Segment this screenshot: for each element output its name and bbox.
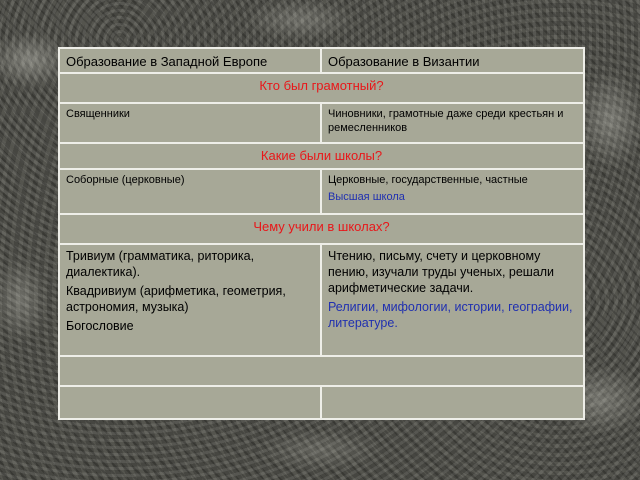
question-subjects: Чему учили в школах?	[59, 214, 584, 244]
question-literate: Кто был грамотный?	[59, 73, 584, 103]
byzantium-schools-text: Церковные, государственные, частные	[328, 174, 528, 186]
west-subjects-cell	[59, 244, 321, 356]
comparison-table	[58, 47, 585, 420]
west-subjects-theology: Богословие	[66, 319, 134, 333]
empty-cell-left	[59, 386, 321, 419]
byzantium-literate-text: Чиновники, грамотные даже среди крестьян и ремесленников	[328, 108, 564, 134]
west-schools-text: Соборные (церковные)	[66, 174, 185, 186]
empty-cell-right	[321, 386, 584, 419]
west-subjects-quadrivium: Квадривиум (арифметика, геометрия, астрономия, музыка)	[66, 284, 286, 314]
byzantium-literate-cell	[321, 103, 584, 143]
byzantium-schools-highlight: Высшая школа	[328, 191, 405, 203]
byzantium-schools-cell	[321, 169, 584, 214]
question-schools: Какие были школы?	[59, 143, 584, 169]
byzantium-subjects-text: Чтению, письму, счету и церковному пению, изучали труды ученых, решали арифметические задачи.	[328, 249, 555, 295]
byzantium-subjects-cell	[321, 244, 584, 356]
header-byzantium: Образование в Византии	[321, 48, 584, 73]
west-literate-text: Священники	[66, 108, 130, 120]
west-subjects-trivium: Тривиум (грамматика, риторика, диалектика).	[66, 249, 255, 279]
header-west: Образование в Западной Европе	[59, 48, 321, 73]
west-literate-cell	[59, 103, 321, 143]
empty-row-full	[59, 356, 584, 386]
west-schools-cell	[59, 169, 321, 214]
byzantium-subjects-highlight: Религии, мифологии, истории, географии, литературе.	[328, 300, 573, 330]
